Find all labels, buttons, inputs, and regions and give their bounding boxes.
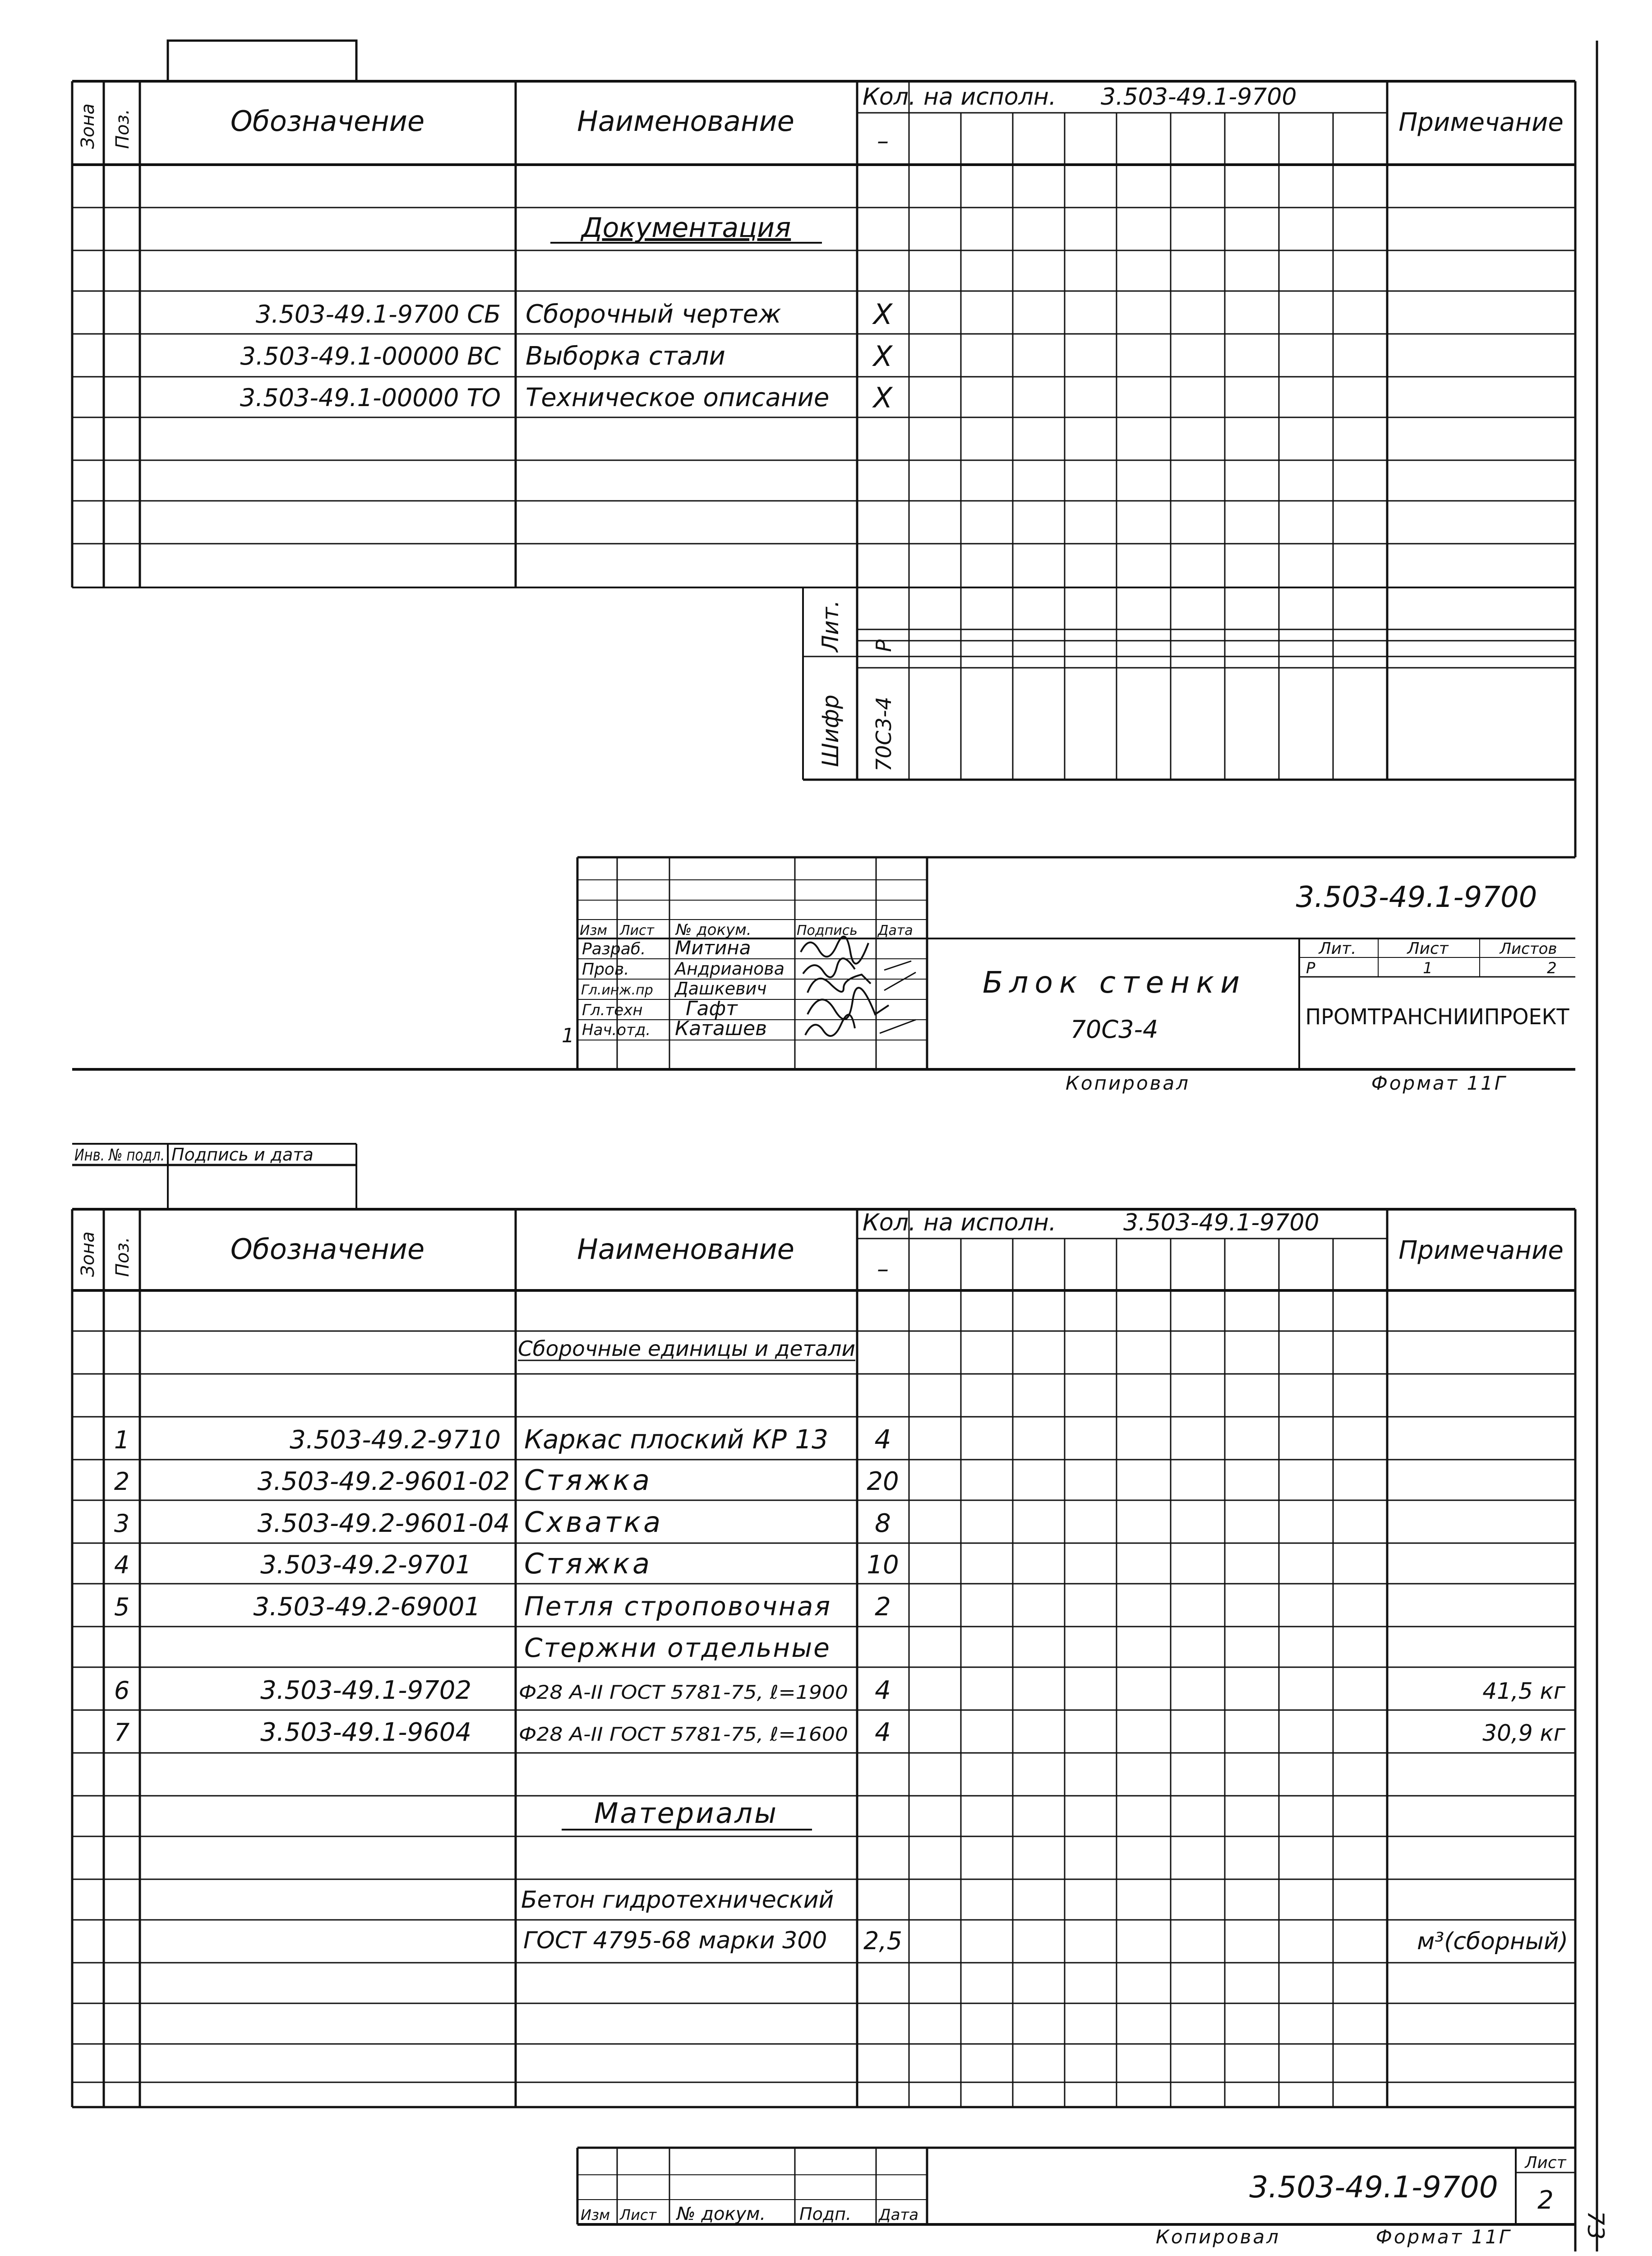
role-1: Разраб. bbox=[582, 940, 646, 958]
person-4: Гафт bbox=[686, 997, 738, 1020]
rod-6-note: 41,5 кг bbox=[1482, 1678, 1565, 1704]
rod-6-designation: 3.503-49.1-9702 bbox=[260, 1676, 471, 1705]
s2-col-sign: Подп. bbox=[799, 2204, 852, 2224]
tb-list-label: Лист bbox=[1407, 939, 1449, 958]
doc-row-3-designation: 3.503-49.1-00000 ТО bbox=[240, 384, 501, 412]
side-cipher-label: Шифр bbox=[817, 694, 844, 767]
item-1-qty: 4 bbox=[874, 1424, 891, 1455]
tb-list-value: 1 bbox=[1423, 959, 1433, 977]
doc-row-3-name: Техническое описание bbox=[526, 383, 830, 412]
item-4-designation: 3.503-49.2-9701 bbox=[260, 1550, 471, 1580]
sheet1-content bbox=[78, 83, 1569, 1094]
item-1-name: Каркас плоский КР 13 bbox=[524, 1424, 829, 1455]
page-number: 73 bbox=[1583, 2211, 1609, 2240]
tb-col-docnum: № докум. bbox=[676, 921, 752, 939]
item-4-name: Стяжка bbox=[524, 1547, 652, 1580]
tb-lit-label: Лит. bbox=[1319, 939, 1357, 958]
tb-organization: ПРОМТРАНСНИИПРОЕКТ bbox=[1305, 1004, 1570, 1030]
s2-footer-copied: Копировал bbox=[1156, 2226, 1280, 2248]
item-5-pos: 5 bbox=[114, 1593, 130, 1621]
person-5: Каташев bbox=[675, 1017, 767, 1040]
header-note: Примечание bbox=[1398, 108, 1564, 137]
s2-doc-code: 3.503-49.1-9700 bbox=[1249, 2170, 1498, 2205]
label-inv: Инв. № подл. bbox=[74, 1146, 165, 1165]
s2-header-name: Наименование bbox=[577, 1233, 794, 1266]
s2-header-note: Примечание bbox=[1398, 1236, 1564, 1265]
item-4-pos: 4 bbox=[114, 1551, 130, 1579]
footer-copied: Копировал bbox=[1066, 1072, 1190, 1094]
rod-7-designation: 3.503-49.1-9604 bbox=[260, 1718, 471, 1747]
header-designation: Обозначение bbox=[230, 105, 425, 138]
section-materials: Материалы bbox=[594, 1797, 778, 1830]
s2-list-label: Лист bbox=[1525, 2154, 1566, 2172]
tb-lit-value: Р bbox=[1306, 959, 1315, 977]
material-note: м³(сборный) bbox=[1417, 1928, 1568, 1955]
doc-row-1-name: Сборочный чертеж bbox=[526, 300, 781, 329]
doc-row-3-mark: X bbox=[873, 381, 893, 414]
item-5-qty: 2 bbox=[875, 1592, 891, 1622]
footer-format: Формат 11Г bbox=[1371, 1072, 1507, 1094]
header-name: Наименование bbox=[577, 105, 794, 138]
tb-lists-label: Листов bbox=[1500, 940, 1557, 958]
item-2-qty: 20 bbox=[867, 1467, 899, 1496]
tb-col-izm: Изм bbox=[580, 923, 608, 938]
tb-col-date: Дата bbox=[878, 923, 913, 938]
s2-col-list: Лист bbox=[620, 2206, 657, 2224]
s2-col-docnum: № докум. bbox=[677, 2204, 766, 2224]
doc-row-2-name: Выборка стали bbox=[526, 342, 725, 371]
doc-row-1-designation: 3.503-49.1-9700 СБ bbox=[255, 300, 501, 328]
header-qty: Кол. на исполн. bbox=[863, 83, 1057, 111]
item-1-designation: 3.503-49.2-9710 bbox=[290, 1425, 501, 1455]
header-pos: Поз. bbox=[112, 109, 133, 149]
product-name: Блок стенки bbox=[983, 965, 1246, 1000]
rods-heading: Стержни отдельные bbox=[524, 1632, 831, 1663]
item-2-designation: 3.503-49.2-9601-02 bbox=[257, 1467, 510, 1496]
signature-scribbles bbox=[801, 937, 916, 1036]
person-1: Митина bbox=[675, 937, 751, 959]
label-sign-date: Подпись и дата bbox=[171, 1145, 314, 1165]
section-assemblies: Сборочные единицы и детали bbox=[518, 1336, 855, 1361]
rod-7-name: Ф28 А-II ГОСТ 5781-75, ℓ=1600 bbox=[519, 1723, 848, 1745]
title-doc-code: 3.503-49.1-9700 bbox=[1296, 881, 1537, 914]
s2-header-zone: Зона bbox=[78, 1231, 98, 1277]
item-5-name: Петля строповочная bbox=[524, 1591, 832, 1622]
item-1-pos: 1 bbox=[114, 1426, 130, 1454]
side-cipher-value: 70С3-4 bbox=[872, 697, 896, 772]
margin-mark: 1 bbox=[562, 1024, 574, 1047]
doc-row-2-designation: 3.503-49.1-00000 ВС bbox=[240, 342, 501, 370]
material-qty: 2,5 bbox=[863, 1927, 902, 1955]
tb-lists-value: 2 bbox=[1547, 959, 1557, 977]
role-4: Гл.техн bbox=[582, 1001, 643, 1019]
doc-row-2-mark: X bbox=[873, 340, 893, 373]
s2-header-qty: Кол. на исполн. bbox=[863, 1209, 1057, 1236]
s2-header-designation: Обозначение bbox=[230, 1233, 425, 1266]
doc-row-1-mark: X bbox=[873, 298, 893, 331]
rod-6-qty: 4 bbox=[875, 1676, 891, 1705]
role-2: Пров. bbox=[582, 960, 629, 979]
rod-6-name: Ф28 А-II ГОСТ 5781-75, ℓ=1900 bbox=[519, 1681, 848, 1703]
role-3: Гл.инж.пр bbox=[581, 982, 653, 998]
header-qty-dash: – bbox=[877, 128, 889, 155]
rod-7-note: 30,9 кг bbox=[1482, 1720, 1565, 1746]
section-documentation: Документация bbox=[581, 212, 791, 244]
header-qty-code: 3.503-49.1-9700 bbox=[1101, 83, 1297, 111]
s2-col-izm: Изм bbox=[581, 2206, 610, 2224]
item-3-name: Схватка bbox=[524, 1506, 664, 1539]
s2-header-pos: Поз. bbox=[112, 1237, 133, 1277]
tb-col-list: Лист bbox=[620, 923, 655, 938]
item-2-pos: 2 bbox=[114, 1467, 130, 1496]
person-3: Дашкевич bbox=[675, 979, 767, 999]
item-5-designation: 3.503-49.2-69001 bbox=[253, 1592, 480, 1622]
s2-footer-format: Формат 11Г bbox=[1375, 2226, 1512, 2248]
item-3-pos: 3 bbox=[114, 1509, 130, 1538]
s2-list-value: 2 bbox=[1537, 2186, 1554, 2215]
item-3-designation: 3.503-49.2-9601-04 bbox=[257, 1509, 510, 1538]
rod-7-qty: 4 bbox=[875, 1718, 891, 1747]
material-line-2: ГОСТ 4795-68 марки 300 bbox=[523, 1927, 827, 1954]
product-code: 70С3-4 bbox=[1070, 1015, 1158, 1044]
person-2: Андрианова bbox=[675, 959, 784, 979]
side-lit-value: Р bbox=[872, 639, 896, 652]
header-zone: Зона bbox=[78, 103, 98, 149]
s2-col-date: Дата bbox=[879, 2206, 919, 2224]
material-line-1: Бетон гидротехнический bbox=[521, 1886, 834, 1914]
item-2-name: Стяжка bbox=[524, 1464, 652, 1497]
s2-header-qty-code: 3.503-49.1-9700 bbox=[1123, 1209, 1320, 1236]
role-5: Нач.отд. bbox=[582, 1021, 651, 1039]
s2-header-qty-dash: – bbox=[877, 1256, 889, 1283]
rod-7-pos: 7 bbox=[114, 1718, 130, 1747]
tb-col-sign: Подпись bbox=[797, 923, 858, 938]
item-4-qty: 10 bbox=[867, 1550, 899, 1580]
item-3-qty: 8 bbox=[875, 1509, 891, 1538]
rod-6-pos: 6 bbox=[114, 1676, 130, 1705]
side-lit-label: Лит. bbox=[817, 600, 844, 652]
